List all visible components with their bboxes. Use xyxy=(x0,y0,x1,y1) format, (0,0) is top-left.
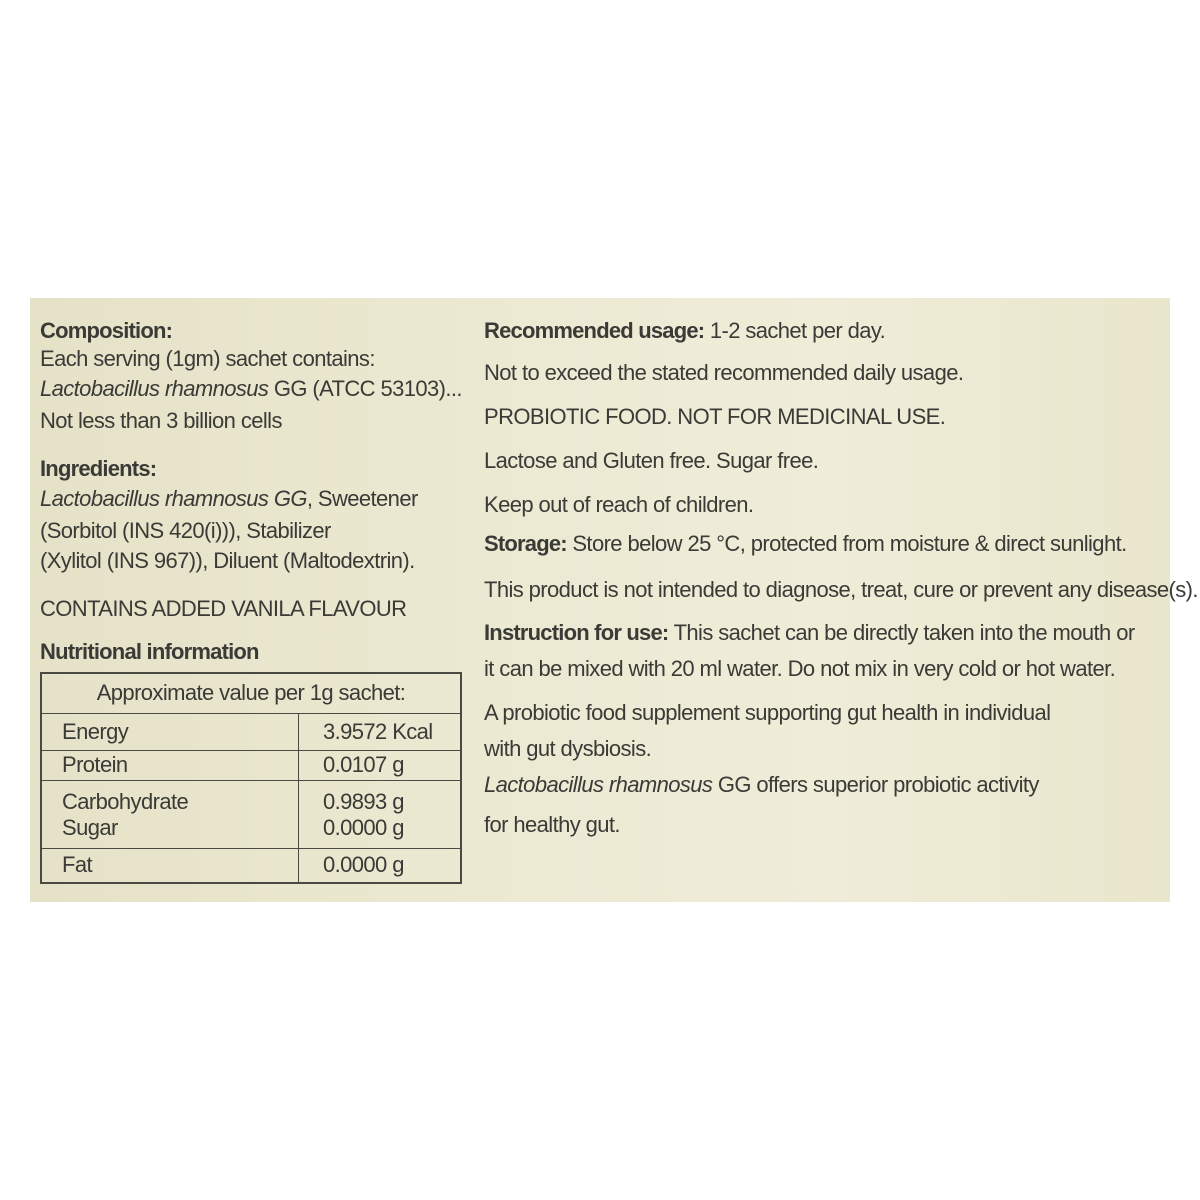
table-row xyxy=(41,713,461,750)
ingredients-line-1 xyxy=(40,486,418,512)
nutrient-name-sub: Sugar xyxy=(62,814,118,840)
composition-heading: Composition: xyxy=(40,318,173,343)
activity-line-1 xyxy=(484,772,1039,798)
supplement-line-2: with gut dysbiosis. xyxy=(484,736,652,761)
instruction-line-2: it can be mixed with 20 ml water. Do not mix in very cold or hot water. xyxy=(484,656,1116,681)
composition-species: Lactobacillus rhamnosus xyxy=(40,376,269,401)
recommended-usage xyxy=(484,318,885,344)
supplement-line-1: A probiotic food supplement supporting gut health in individual xyxy=(484,700,1051,725)
product-label-panel xyxy=(30,298,1198,902)
composition-line-3: Not less than 3 billion cells xyxy=(40,408,282,433)
activity-line-2: for healthy gut. xyxy=(484,812,620,837)
ingredients-line-2: (Sorbitol (INS 420(i))), Stabilizer xyxy=(40,518,331,543)
not-exceed-text: Not to exceed the stated recommended daily usage. xyxy=(484,360,964,385)
nutrient-name: Energy xyxy=(41,713,299,750)
nutrient-value: 0.0107 g xyxy=(299,750,462,781)
nutrient-name-main: Carbohydrate xyxy=(62,788,189,814)
activity-species: Lactobacillus rhamnosus xyxy=(484,772,713,797)
nutrition-heading: Nutritional information xyxy=(40,639,259,664)
disclaimer-text: This product is not intended to diagnose, treat, cure or prevent any disease(s). xyxy=(484,577,1198,602)
nutrient-value-main: 0.9893 g xyxy=(323,788,404,814)
nutrient-value-sub: 0.0000 g xyxy=(323,814,404,840)
ingredients-species: Lactobacillus rhamnosus GG xyxy=(40,486,307,511)
nutrient-value: 3.9572 Kcal xyxy=(299,713,462,750)
storage-text: Store below 25 °C, protected from moisture & direct sunlight. xyxy=(566,531,1127,556)
ingredients-line-3: (Xylitol (INS 967)), Diluent (Maltodextrin). xyxy=(40,548,415,573)
instruction-text-1: This sachet can be directly taken into the mouth or xyxy=(668,620,1135,645)
usage-label: Recommended usage: xyxy=(484,318,705,343)
nutrient-name xyxy=(41,781,299,848)
composition-line-2 xyxy=(40,376,462,402)
storage xyxy=(484,531,1127,557)
nutrition-table-header: Approximate value per 1g sachet: xyxy=(41,673,461,713)
lactose-free-text: Lactose and Gluten free. Sugar free. xyxy=(484,448,819,473)
table-row xyxy=(41,848,461,883)
composition-line-1: Each serving (1gm) sachet contains: xyxy=(40,346,375,371)
ingredients-heading: Ingredients: xyxy=(40,456,157,481)
ingredients-sweetener: , Sweetener xyxy=(306,486,418,511)
table-row xyxy=(41,750,461,781)
instruction-label: Instruction for use: xyxy=(484,620,669,645)
instruction-line-1 xyxy=(484,620,1135,646)
composition-strain: GG (ATCC 53103)... xyxy=(268,376,462,401)
keep-out-text: Keep out of reach of children. xyxy=(484,492,754,517)
probiotic-food-text: PROBIOTIC FOOD. NOT FOR MEDICINAL USE. xyxy=(484,404,946,429)
activity-text: GG offers superior probiotic activity xyxy=(712,772,1039,797)
nutrient-name: Protein xyxy=(41,750,299,781)
nutrient-value: 0.0000 g xyxy=(299,848,462,883)
nutrition-table xyxy=(40,672,462,884)
usage-text: 1-2 sachet per day. xyxy=(704,318,886,343)
flavour-note: CONTAINS ADDED VANILA FLAVOUR xyxy=(40,596,407,621)
nutrient-name: Fat xyxy=(41,848,299,883)
nutrient-value xyxy=(299,781,462,848)
storage-label: Storage: xyxy=(484,531,567,556)
nutrition-table-header-row xyxy=(41,673,461,713)
table-row xyxy=(41,781,461,848)
